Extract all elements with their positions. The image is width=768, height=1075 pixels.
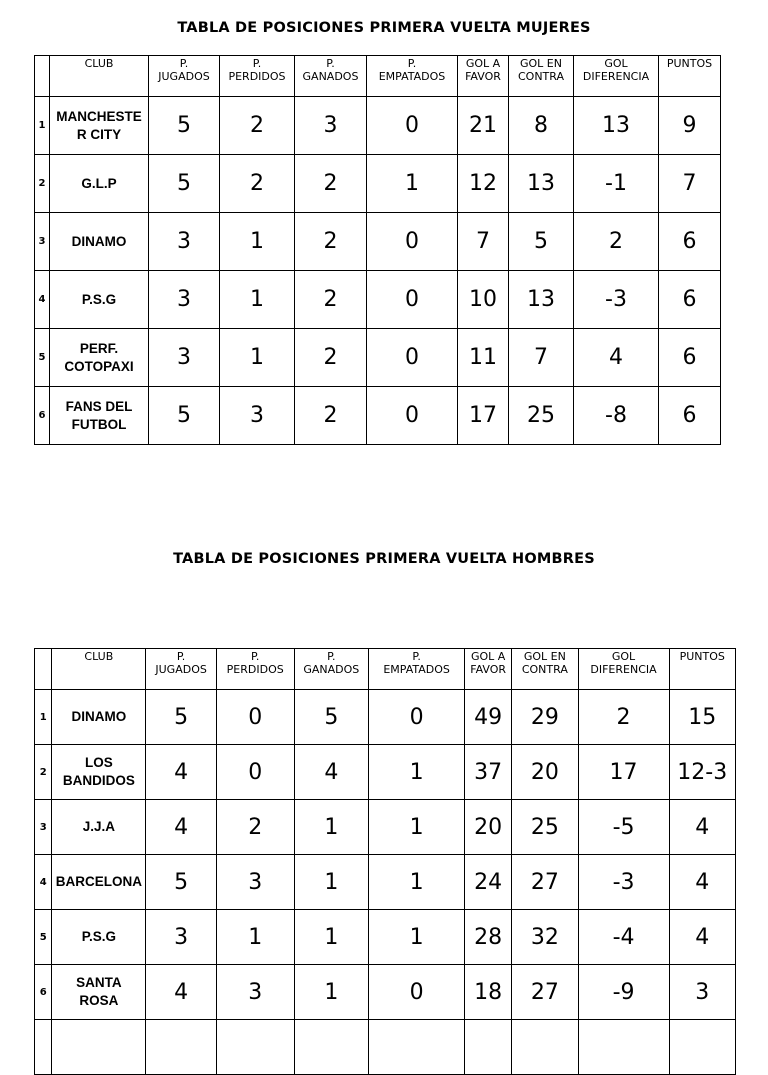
cell-position: 5 [35, 910, 52, 965]
cell-played: 4 [146, 965, 217, 1020]
cell-lost [216, 1020, 294, 1075]
cell-won: 1 [294, 965, 369, 1020]
cell-position: 2 [35, 745, 52, 800]
cell-goals-for: 24 [465, 855, 512, 910]
cell-goals-for [465, 1020, 512, 1075]
cell-drawn: 1 [369, 800, 465, 855]
cell-goals-for: 21 [458, 97, 509, 155]
cell-goals-against: 8 [509, 97, 574, 155]
cell-lost: 0 [216, 690, 294, 745]
cell-won: 3 [295, 97, 367, 155]
cell-won: 2 [295, 329, 367, 387]
cell-drawn: 0 [367, 213, 458, 271]
cell-position: 6 [35, 965, 52, 1020]
cell-goals-for: 12 [458, 155, 509, 213]
cell-position: 4 [35, 855, 52, 910]
cell-points: 3 [669, 965, 736, 1020]
cell-position: 1 [35, 97, 50, 155]
table-row [35, 965, 736, 1020]
cell-played: 3 [146, 910, 217, 965]
header-goals-against: GOL EN CONTRA [512, 649, 578, 690]
cell-lost: 3 [216, 965, 294, 1020]
cell-won: 4 [294, 745, 369, 800]
header-drawn: P. EMPATADOS [367, 56, 458, 97]
header-club: CLUB [52, 649, 146, 690]
table-row [35, 271, 721, 329]
cell-lost: 3 [216, 855, 294, 910]
cell-won: 2 [295, 271, 367, 329]
cell-goal-difference: 2 [578, 690, 669, 745]
cell-goals-against: 27 [512, 965, 578, 1020]
cell-goal-difference: 13 [574, 97, 659, 155]
header-played: P. JUGADOS [149, 56, 220, 97]
cell-goals-for: 28 [465, 910, 512, 965]
cell-drawn: 1 [367, 155, 458, 213]
cell-won [294, 1020, 369, 1075]
cell-points: 4 [669, 855, 736, 910]
cell-lost: 2 [220, 155, 295, 213]
cell-lost: 1 [216, 910, 294, 965]
cell-goals-against: 32 [512, 910, 578, 965]
cell-won: 2 [295, 387, 367, 445]
cell-drawn: 0 [367, 329, 458, 387]
header-won: P. GANADOS [295, 56, 367, 97]
cell-lost: 2 [220, 97, 295, 155]
cell-goals-against: 13 [509, 155, 574, 213]
men-standings-table [34, 648, 736, 1075]
cell-position: 6 [35, 387, 50, 445]
cell-played: 5 [146, 855, 217, 910]
cell-goal-difference: -3 [578, 855, 669, 910]
cell-played: 3 [149, 329, 220, 387]
cell-drawn: 0 [369, 965, 465, 1020]
cell-played: 5 [146, 690, 217, 745]
cell-goal-difference [578, 1020, 669, 1075]
cell-position: 2 [35, 155, 50, 213]
cell-drawn: 0 [369, 690, 465, 745]
cell-played: 5 [149, 155, 220, 213]
cell-won: 1 [294, 800, 369, 855]
women-standings-table [34, 55, 721, 445]
cell-club: DINAMO [52, 690, 146, 745]
table-row [35, 910, 736, 965]
table-row [35, 329, 721, 387]
table-row [35, 97, 721, 155]
cell-position: 4 [35, 271, 50, 329]
table-row [35, 1020, 736, 1075]
cell-points: 6 [659, 329, 721, 387]
cell-points: 12-3 [669, 745, 736, 800]
cell-points: 6 [659, 387, 721, 445]
cell-lost: 2 [216, 800, 294, 855]
cell-played: 4 [146, 745, 217, 800]
cell-lost: 1 [220, 213, 295, 271]
cell-club: G.L.P [50, 155, 149, 213]
table-row [35, 800, 736, 855]
cell-goals-against: 20 [512, 745, 578, 800]
cell-points: 9 [659, 97, 721, 155]
cell-played: 5 [149, 387, 220, 445]
cell-points: 6 [659, 213, 721, 271]
cell-points: 4 [669, 800, 736, 855]
cell-goals-for: 37 [465, 745, 512, 800]
cell-won: 1 [294, 855, 369, 910]
header-goal-difference: GOL DIFERENCIA [574, 56, 659, 97]
table-row [35, 855, 736, 910]
header-goals-for: GOL A FAVOR [458, 56, 509, 97]
cell-points [669, 1020, 736, 1075]
cell-won: 5 [294, 690, 369, 745]
cell-position: 1 [35, 690, 52, 745]
cell-goal-difference: 4 [574, 329, 659, 387]
cell-played: 3 [149, 213, 220, 271]
cell-club: P.S.G [50, 271, 149, 329]
header-goal-difference: GOL DIFERENCIA [578, 649, 669, 690]
header-position [35, 56, 50, 97]
cell-goal-difference: -3 [574, 271, 659, 329]
cell-club: J.J.A [52, 800, 146, 855]
cell-points: 7 [659, 155, 721, 213]
cell-points: 6 [659, 271, 721, 329]
cell-goal-difference: -1 [574, 155, 659, 213]
cell-goal-difference: 17 [578, 745, 669, 800]
cell-goal-difference: -4 [578, 910, 669, 965]
cell-goals-against: 13 [509, 271, 574, 329]
cell-goals-for: 10 [458, 271, 509, 329]
table-row [35, 213, 721, 271]
cell-club: MANCHESTE R CITY [50, 97, 149, 155]
table-row [35, 155, 721, 213]
women-table-title: TABLA DE POSICIONES PRIMERA VUELTA MUJERES [177, 20, 591, 36]
cell-played: 5 [149, 97, 220, 155]
cell-won: 1 [294, 910, 369, 965]
cell-drawn: 0 [367, 271, 458, 329]
table-row [35, 690, 736, 745]
cell-club: P.S.G [52, 910, 146, 965]
cell-club [52, 1020, 146, 1075]
cell-goals-against: 27 [512, 855, 578, 910]
cell-played: 4 [146, 800, 217, 855]
cell-goal-difference: 2 [574, 213, 659, 271]
table-row [35, 745, 736, 800]
header-won: P. GANADOS [294, 649, 369, 690]
header-lost: P. PERDIDOS [216, 649, 294, 690]
header-played: P. JUGADOS [146, 649, 217, 690]
cell-played [146, 1020, 217, 1075]
header-row [35, 56, 721, 97]
cell-goals-for: 20 [465, 800, 512, 855]
header-lost: P. PERDIDOS [220, 56, 295, 97]
cell-points: 15 [669, 690, 736, 745]
cell-goals-for: 18 [465, 965, 512, 1020]
header-position [35, 649, 52, 690]
cell-lost: 1 [220, 271, 295, 329]
cell-lost: 0 [216, 745, 294, 800]
cell-position: 3 [35, 213, 50, 271]
cell-points: 4 [669, 910, 736, 965]
cell-goals-against [512, 1020, 578, 1075]
cell-drawn: 1 [369, 910, 465, 965]
cell-club: BARCELONA [52, 855, 146, 910]
cell-goals-against: 25 [509, 387, 574, 445]
cell-club: LOS BANDIDOS [52, 745, 146, 800]
cell-won: 2 [295, 213, 367, 271]
header-goals-against: GOL EN CONTRA [509, 56, 574, 97]
cell-lost: 3 [220, 387, 295, 445]
cell-goal-difference: -9 [578, 965, 669, 1020]
cell-drawn: 0 [367, 97, 458, 155]
cell-drawn [369, 1020, 465, 1075]
cell-club: SANTA ROSA [52, 965, 146, 1020]
cell-club: DINAMO [50, 213, 149, 271]
cell-position: 3 [35, 800, 52, 855]
cell-position: 5 [35, 329, 50, 387]
cell-drawn: 1 [369, 855, 465, 910]
header-points: PUNTOS [659, 56, 721, 97]
cell-goals-against: 7 [509, 329, 574, 387]
header-points: PUNTOS [669, 649, 736, 690]
header-goals-for: GOL A FAVOR [465, 649, 512, 690]
cell-lost: 1 [220, 329, 295, 387]
cell-won: 2 [295, 155, 367, 213]
cell-played: 3 [149, 271, 220, 329]
cell-goals-for: 17 [458, 387, 509, 445]
cell-goals-for: 49 [465, 690, 512, 745]
header-drawn: P. EMPATADOS [369, 649, 465, 690]
cell-goal-difference: -5 [578, 800, 669, 855]
men-table-title: TABLA DE POSICIONES PRIMERA VUELTA HOMBRES [173, 551, 595, 567]
header-row [35, 649, 736, 690]
cell-drawn: 0 [367, 387, 458, 445]
header-club: CLUB [50, 56, 149, 97]
cell-goals-against: 25 [512, 800, 578, 855]
cell-goals-against: 5 [509, 213, 574, 271]
cell-drawn: 1 [369, 745, 465, 800]
cell-club: PERF. COTOPAXI [50, 329, 149, 387]
cell-position [35, 1020, 52, 1075]
cell-club: FANS DEL FUTBOL [50, 387, 149, 445]
table-row [35, 387, 721, 445]
cell-goals-for: 7 [458, 213, 509, 271]
cell-goals-for: 11 [458, 329, 509, 387]
cell-goals-against: 29 [512, 690, 578, 745]
cell-goal-difference: -8 [574, 387, 659, 445]
